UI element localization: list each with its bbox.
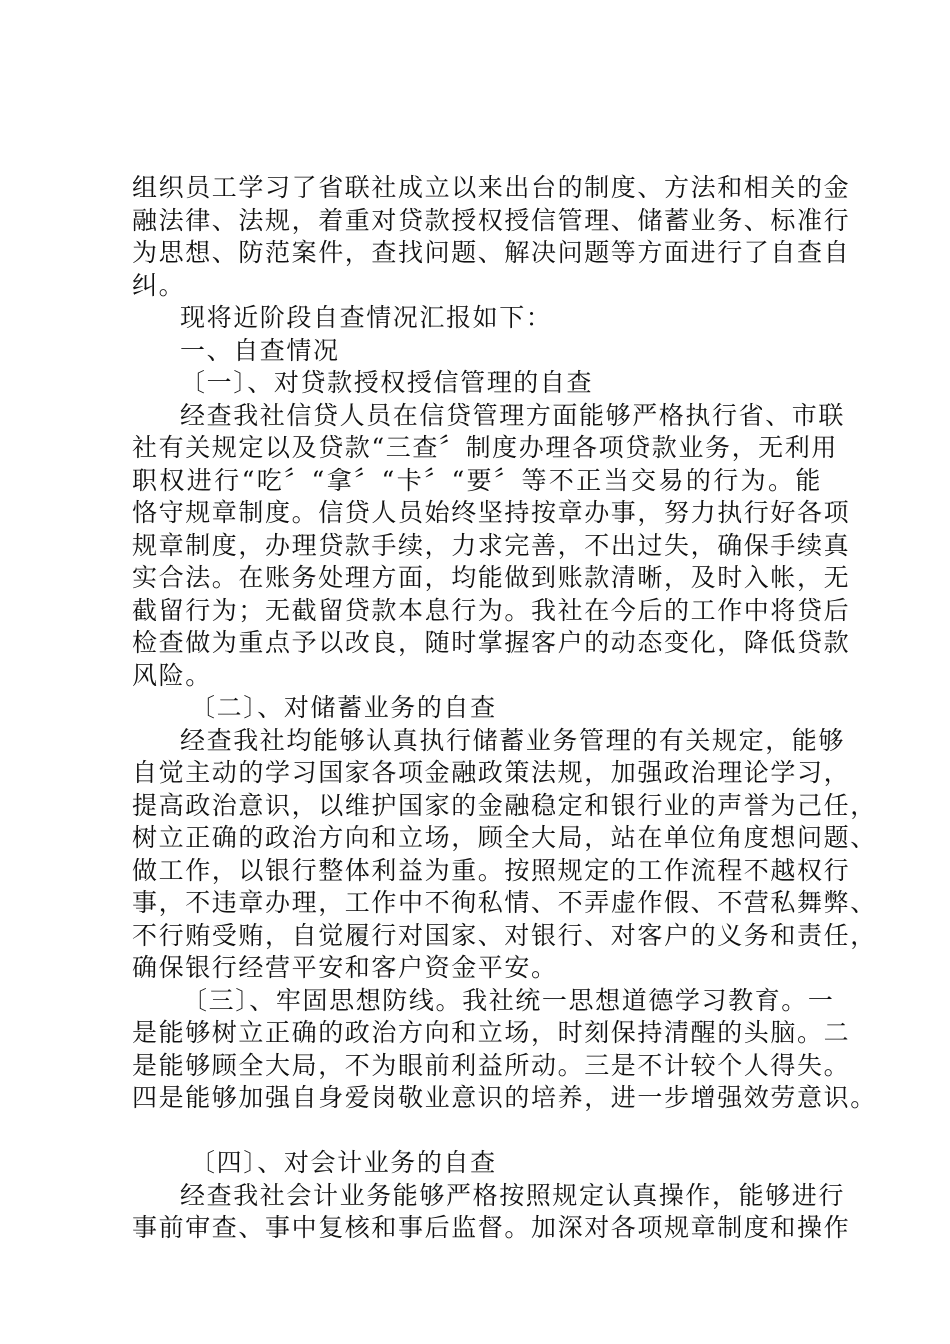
- text-line: 融法律、法规，着重对贷款授权授信管理、储蓄业务、标准行: [132, 205, 851, 235]
- text-line: 实合法。在账务处理方面，均能做到账款清晰，及时入帐，无: [132, 563, 851, 592]
- text-line: 〔四〕、对会计业务的自查: [190, 1148, 497, 1177]
- text-line: 做工作，以银行整体利益为重。按照规定的工作流程不越权行: [132, 855, 851, 885]
- text-line: 确保银行经营平安和客户资金平安。: [132, 953, 558, 982]
- text-line: 规章制度，办理贷款手续，力求完善，不出过失，确保手续真: [132, 530, 851, 560]
- text-line: 经查我社会计业务能够严格按照规定认真操作，能够进行: [180, 1180, 846, 1210]
- text-line: 〔一〕、对贷款授权授信管理的自查: [180, 368, 594, 397]
- subsection-heading-loan: [132, 367, 822, 400]
- paragraph-intro: [132, 172, 851, 302]
- text-line: 提高政治意识，以维护国家的金融稳定和银行业的声誉为己任，: [132, 790, 877, 820]
- document-body: [132, 172, 877, 1245]
- paragraph-thought: [132, 985, 877, 1115]
- text-line: 四是能够加强自身爱岗敬业意识的培养，进一步增强效劳意识。: [132, 1083, 877, 1112]
- paragraph-savings: [132, 725, 877, 985]
- text-line: 为思想、防范案件，查找问题、解决问题等方面进行了自查自: [132, 238, 851, 267]
- text-line: 自觉主动的学习国家各项金融政策法规，加强政治理论学习，: [132, 758, 851, 787]
- text-line: 恪守规章制度。信贷人员始终坚持按章办事，努力执行好各项: [132, 498, 851, 527]
- text-line: 现将近阶段自查情况汇报如下：: [180, 303, 553, 332]
- text-line: 不行贿受贿，自觉履行对国家、对银行、对客户的义务和责任，: [132, 920, 877, 950]
- text-line: 经查我社均能够认真执行储蓄业务管理的有关规定，能够: [180, 725, 846, 755]
- text-line: 经查我社信贷人员在信贷管理方面能够严格执行省、市联: [180, 400, 846, 430]
- subsection-heading-savings: [132, 692, 822, 725]
- paragraph-spacer: [132, 1115, 822, 1148]
- text-line: 纠。: [132, 270, 186, 300]
- text-line: 社有关规定以及贷款“三查〞制度办理各项贷款业务，无利用: [132, 433, 838, 462]
- text-line: 是能够树立正确的政治方向和立场，时刻保持清醒的头脑。二: [132, 1018, 851, 1047]
- text-line: 职权进行“吃〞“拿〞“卡〞“要〞等不正当交易的行为。能: [132, 465, 822, 495]
- text-line: 是能够顾全大局，不为眼前利益所动。三是不计较个人得失。: [132, 1050, 851, 1080]
- text-line: 检查做为重点予以改良，随时掌握客户的动态变化，降低贷款: [132, 628, 851, 657]
- text-line: 一、自查情况: [180, 335, 340, 365]
- text-line: 组织员工学习了省联社成立以来出台的制度、方法和相关的金: [132, 173, 851, 202]
- text-line: 事，不违章办理，工作中不徇私情、不弄虚作假、不营私舞弊、: [132, 888, 877, 917]
- text-line: 树立正确的政治方向和立场，顾全大局，站在单位角度想问题、: [132, 823, 877, 852]
- paragraph-accounting: [132, 1180, 851, 1245]
- text-line: 风险。: [132, 660, 212, 690]
- paragraph-loan: [132, 400, 851, 693]
- section-heading: [132, 335, 822, 368]
- text-line: 〔三〕、牢固思想防线。我社统一思想道德学习教育。一: [182, 985, 835, 1015]
- text-line: 事前审查、事中复核和事后监督。加深对各项规章制度和操作: [132, 1213, 851, 1242]
- text-line: 〔二〕、对储蓄业务的自查: [190, 693, 497, 722]
- paragraph-report-lead: [132, 302, 822, 335]
- text-line: 截留行为；无截留贷款本息行为。我社在今后的工作中将贷后: [132, 595, 851, 625]
- subsection-heading-accounting: [132, 1147, 822, 1180]
